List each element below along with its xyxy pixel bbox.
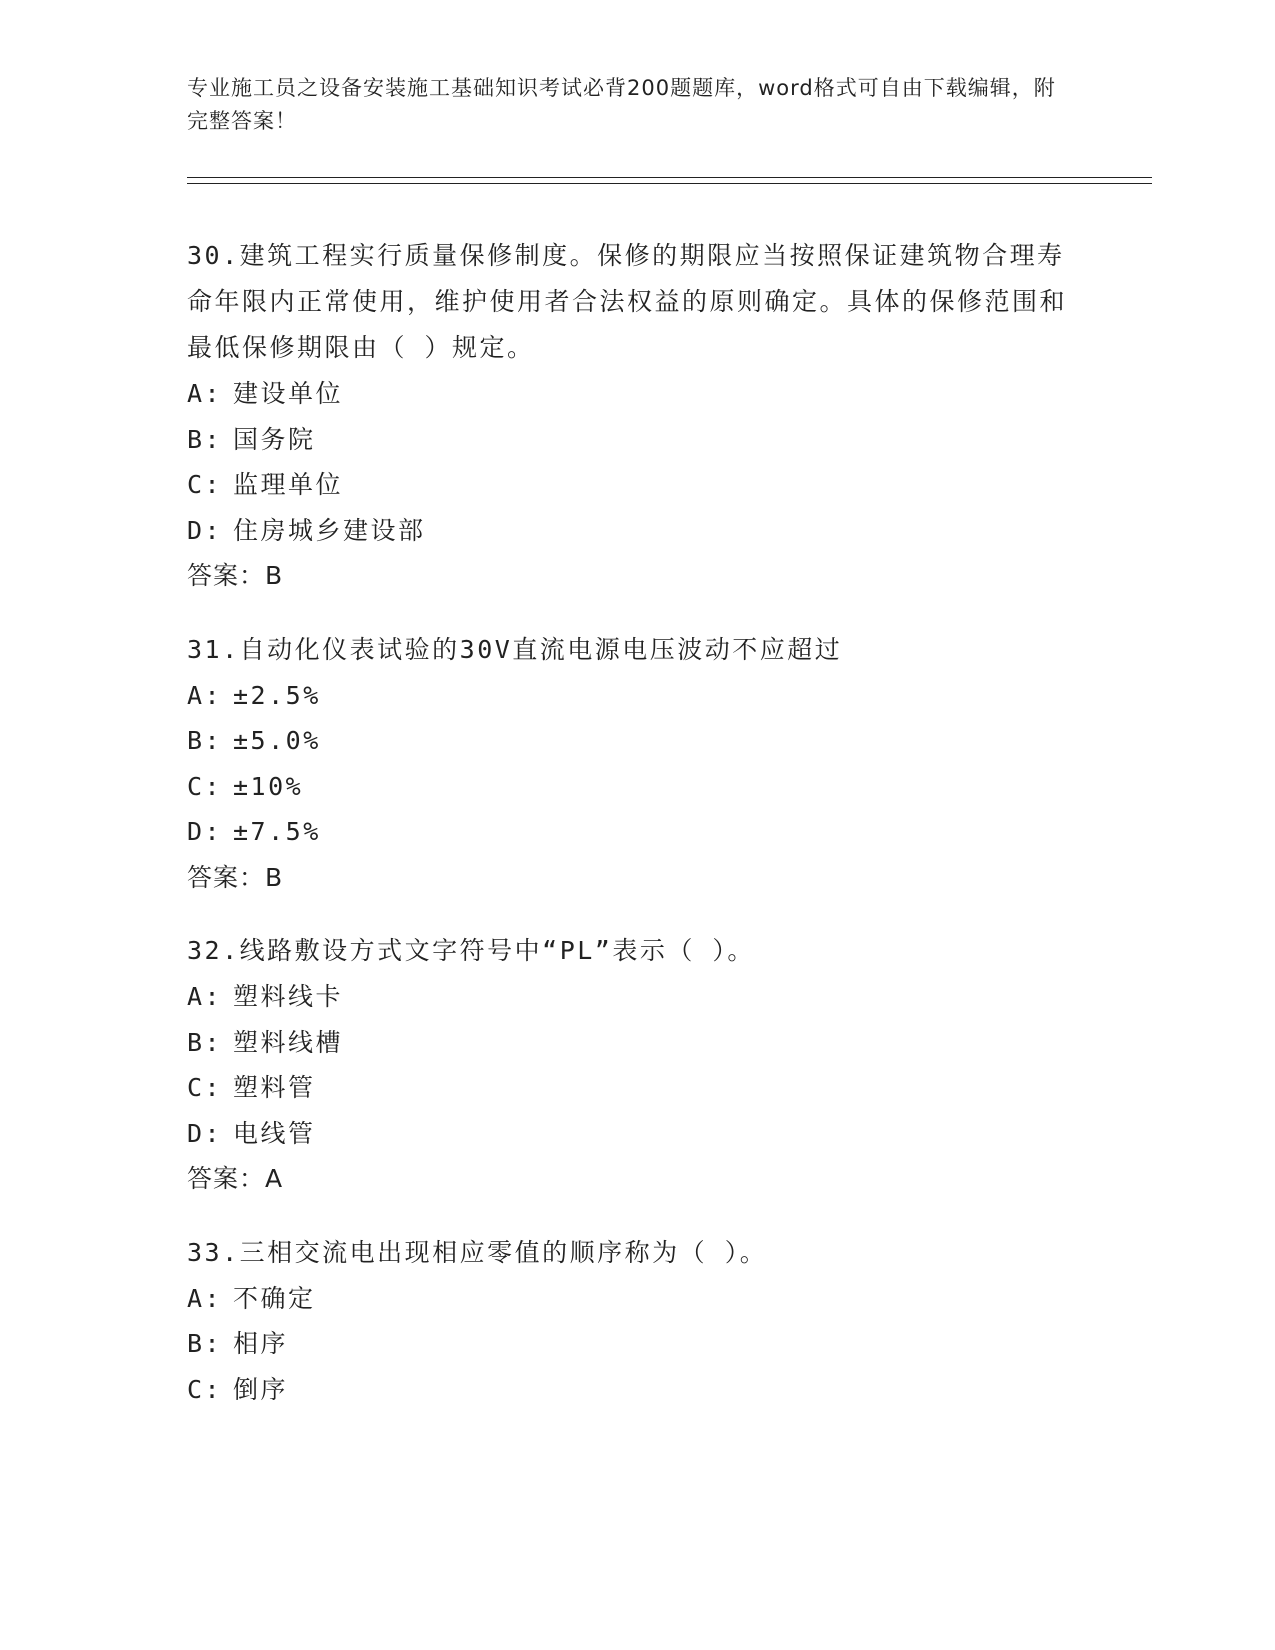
option-c [187, 1065, 1087, 1111]
option-d [187, 809, 1087, 855]
option-c [187, 462, 1087, 508]
option-letter: C: [187, 470, 223, 499]
option-text: ±10% [233, 771, 304, 801]
option-b [187, 1321, 1087, 1367]
option-letter: A: [187, 982, 223, 1011]
question-text: 30.建筑工程实行质量保修制度。保修的期限应当按照保证建筑物合理寿命年限内正常使用，维护使用者合法权益的原则确定。具体的保修范围和最低保修期限由（ ）规定。 [187, 241, 1068, 362]
option-text: 相序 [233, 1329, 289, 1358]
option-text: 监理单位 [233, 470, 344, 499]
option-text: 塑料线卡 [233, 982, 344, 1011]
option-letter: B: [187, 1027, 223, 1057]
question-text: 33.三相交流电出现相应零值的顺序称为（ ）。 [187, 1237, 768, 1267]
question-text: 31.自动化仪表试验的30V直流电源电压波动不应超过 [187, 634, 843, 664]
option-a [187, 1276, 1087, 1322]
option-letter: A: [187, 680, 223, 710]
option-d [187, 508, 1087, 554]
option-text: ±5.0% [233, 726, 321, 755]
header-divider-bottom [187, 183, 1152, 184]
option-letter: B: [187, 1329, 223, 1358]
option-text: 倒序 [233, 1374, 289, 1404]
option-text: 塑料线槽 [233, 1027, 344, 1057]
option-letter: A: [187, 1283, 223, 1313]
option-text: 国务院 [233, 424, 316, 454]
option-letter: B: [187, 726, 223, 755]
option-a [187, 371, 1087, 417]
option-c [187, 1367, 1087, 1413]
option-text: ±2.5% [233, 680, 321, 710]
option-a [187, 673, 1087, 719]
question-text: 32.线路敷设方式文字符号中“PL”表示（ ）。 [187, 936, 755, 965]
option-text: 电线管 [233, 1118, 316, 1148]
option-letter: C: [187, 1073, 223, 1102]
option-letter: B: [187, 424, 223, 454]
header-divider-top [187, 177, 1152, 178]
option-b [187, 1020, 1087, 1066]
answer-line: 答案：B [187, 862, 284, 892]
option-letter: C: [187, 771, 223, 801]
answer-line: 答案：B [187, 561, 284, 590]
option-text: 塑料管 [233, 1073, 316, 1102]
option-b [187, 718, 1087, 764]
option-letter: A: [187, 379, 223, 408]
option-letter: D: [187, 515, 223, 545]
question-30 [187, 233, 1087, 599]
option-text: 住房城乡建设部 [233, 515, 426, 545]
document-header: 专业施工员之设备安装施工基础知识考试必背200题题库，word格式可自由下载编辑，附完整答案！ [187, 76, 1056, 133]
option-c [187, 764, 1087, 810]
answer-line: 答案：A [187, 1164, 284, 1193]
option-letter: D: [187, 1118, 223, 1148]
option-b [187, 417, 1087, 463]
question-33 [187, 1230, 1087, 1413]
option-a [187, 974, 1087, 1020]
option-text: 建设单位 [233, 379, 344, 408]
question-31 [187, 627, 1087, 901]
option-d [187, 1111, 1087, 1157]
option-letter: D: [187, 817, 223, 846]
option-letter: C: [187, 1374, 223, 1404]
option-text: ±7.5% [233, 817, 321, 846]
option-text: 不确定 [233, 1283, 316, 1313]
question-32 [187, 928, 1087, 1202]
question-list [187, 233, 1087, 1440]
